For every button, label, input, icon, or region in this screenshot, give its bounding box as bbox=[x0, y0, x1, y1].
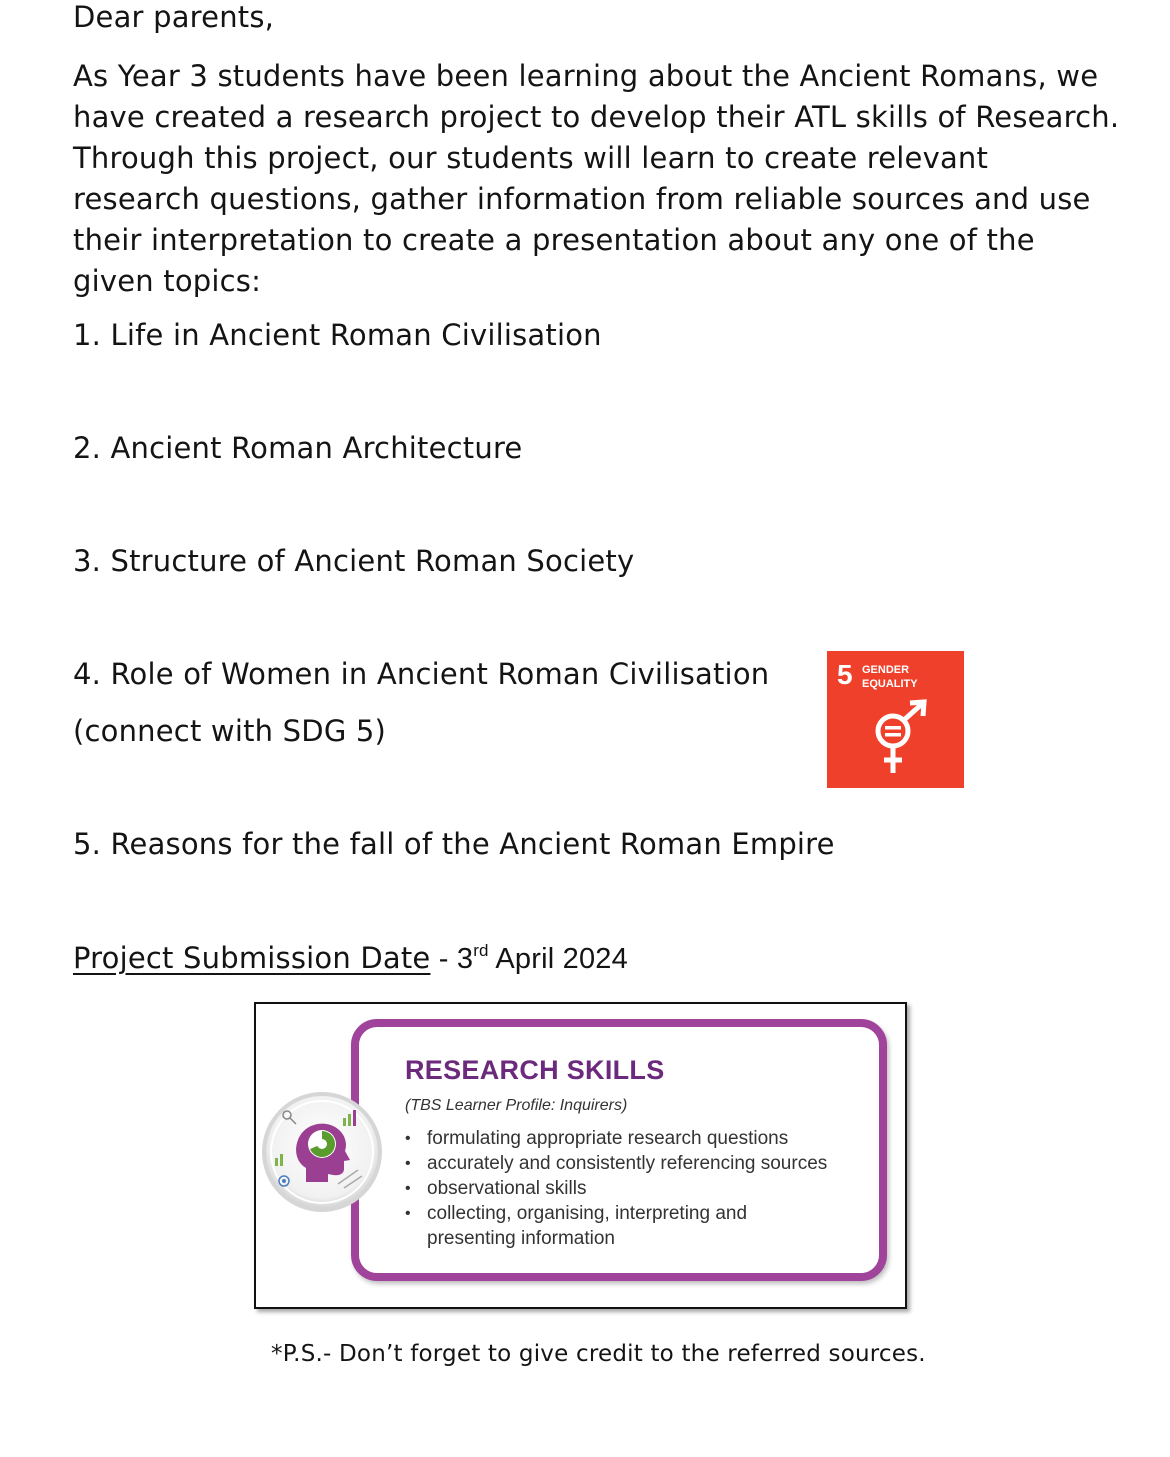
intro-line: given topics: bbox=[73, 264, 262, 298]
research-skills-list bbox=[405, 1126, 827, 1251]
list-item bbox=[405, 1176, 827, 1201]
sdg-number: 5 bbox=[837, 659, 853, 690]
submission-date-label: Project Submission Date bbox=[73, 941, 431, 975]
sdg-5-tile bbox=[827, 651, 964, 788]
sdg-title bbox=[862, 663, 932, 691]
sdg-title-line: EQUALITY bbox=[862, 678, 918, 690]
intro-paragraph bbox=[73, 56, 1119, 302]
list-item bbox=[405, 1151, 827, 1176]
ps-note: *P.S.- Don’t forget to give credit to the referred sources. bbox=[271, 1341, 926, 1367]
research-skills-subtitle: (TBS Learner Profile: Inquirers) bbox=[405, 1097, 628, 1114]
list-item-text: • collecting, organising, interpreting and bbox=[427, 1203, 748, 1224]
research-skills-card bbox=[254, 1002, 907, 1309]
submission-date-value: April 2024 bbox=[488, 943, 628, 975]
list-item bbox=[405, 1201, 827, 1251]
gender-equality-icon bbox=[867, 699, 931, 779]
list-item-text: • formulating appropriate research questions bbox=[427, 1128, 789, 1149]
research-skills-panel bbox=[351, 1019, 887, 1281]
research-skills-title: RESEARCH SKILLS bbox=[405, 1055, 665, 1085]
topic-4-note: (connect with SDG 5) bbox=[73, 714, 387, 748]
intro-line: their interpretation to create a presentation about any one of the bbox=[73, 223, 1035, 257]
submission-date bbox=[73, 941, 628, 976]
intro-line: As Year 3 students have been learning about the Ancient Romans, we bbox=[73, 59, 1099, 93]
topic-1: 1. Life in Ancient Roman Civilisation bbox=[73, 318, 602, 352]
greeting: Dear parents, bbox=[73, 0, 275, 34]
list-item-text: • observational skills bbox=[427, 1178, 587, 1199]
research-head-icon bbox=[258, 1088, 386, 1216]
topic-4: 4. Role of Women in Ancient Roman Civilisation bbox=[73, 657, 770, 691]
submission-date-separator: - 3 bbox=[430, 943, 474, 975]
intro-line: have created a research project to develop their ATL skills of Research. bbox=[73, 100, 1120, 134]
intro-line: Through this project, our students will learn to create relevant bbox=[73, 141, 989, 175]
list-item-text: presenting information bbox=[427, 1228, 615, 1249]
intro-line: research questions, gather information from reliable sources and use bbox=[73, 182, 1091, 216]
topic-5: 5. Reasons for the fall of the Ancient Roman Empire bbox=[73, 827, 835, 861]
submission-date-ordinal: rd bbox=[473, 941, 489, 960]
list-item-text: • accurately and consistently referencing sources bbox=[427, 1153, 828, 1174]
sdg-title-line: GENDER bbox=[862, 664, 910, 676]
list-item bbox=[405, 1126, 827, 1151]
topic-2: 2. Ancient Roman Architecture bbox=[73, 431, 523, 465]
topic-3: 3. Structure of Ancient Roman Society bbox=[73, 544, 635, 578]
